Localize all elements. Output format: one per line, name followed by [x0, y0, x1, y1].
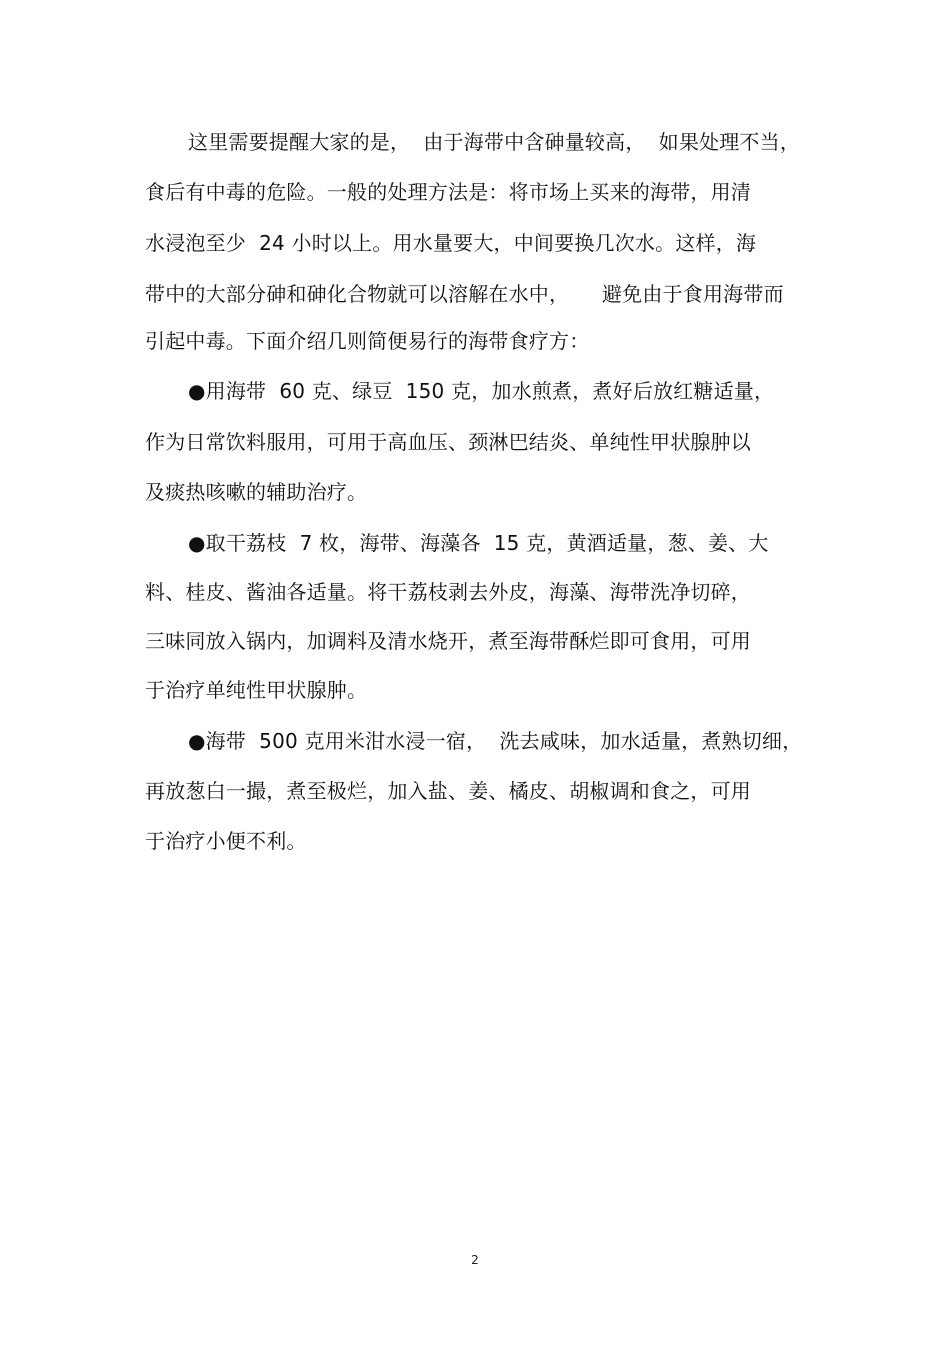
- paragraph-4-line-3: 于治疗小便不利。: [145, 829, 307, 853]
- paragraph-4-line-1: ●海带 500 克用米泔水浸一宿， 洗去咸味，加水适量，煮熟切细，: [188, 729, 803, 753]
- paragraph-1-line-1: 这里需要提醒大家的是， 由于海带中含砷量较高， 如果处理不当，: [188, 130, 801, 154]
- paragraph-2-line-3: 及痰热咳嗽的辅助治疗。: [145, 480, 368, 504]
- paragraph-3-line-3: 三味同放入锅内，加调料及清水烧开，煮至海带酥烂即可食用，可用: [145, 629, 751, 653]
- paragraph-1-line-3: 水浸泡至少 24 小时以上。用水量要大，中间要换几次水。这样，海: [145, 231, 757, 255]
- paragraph-3-line-2: 料、桂皮、酱油各适量。将干荔枝剥去外皮，海藻、海带洗净切碎，: [145, 580, 751, 604]
- paragraph-1-line-4: 带中的大部分砷和砷化合物就可以溶解在水中， 避免由于食用海带而: [145, 282, 784, 306]
- paragraph-1-line-2: 食后有中毒的危险。一般的处理方法是：将市场上买来的海带，用清: [145, 180, 751, 204]
- paragraph-4-line-2: 再放葱白一撮，煮至极烂，加入盐、姜、橘皮、胡椒调和食之，可用: [145, 779, 751, 803]
- paragraph-3-line-1: ●取干荔枝 7 枚，海带、海藻各 15 克，黄酒适量，葱、姜、大: [188, 531, 769, 555]
- page-number: 2: [471, 1253, 479, 1267]
- paragraph-2-line-2: 作为日常饮料服用，可用于高血压、颈淋巴结炎、单纯性甲状腺肿以: [145, 430, 751, 454]
- paragraph-1-line-5: 引起中毒。下面介绍几则简便易行的海带食疗方：: [145, 329, 590, 353]
- paragraph-3-line-4: 于治疗单纯性甲状腺肿。: [145, 678, 368, 702]
- paragraph-2-line-1: ●用海带 60 克、绿豆 150 克，加水煎煮，煮好后放红糖适量，: [188, 379, 775, 403]
